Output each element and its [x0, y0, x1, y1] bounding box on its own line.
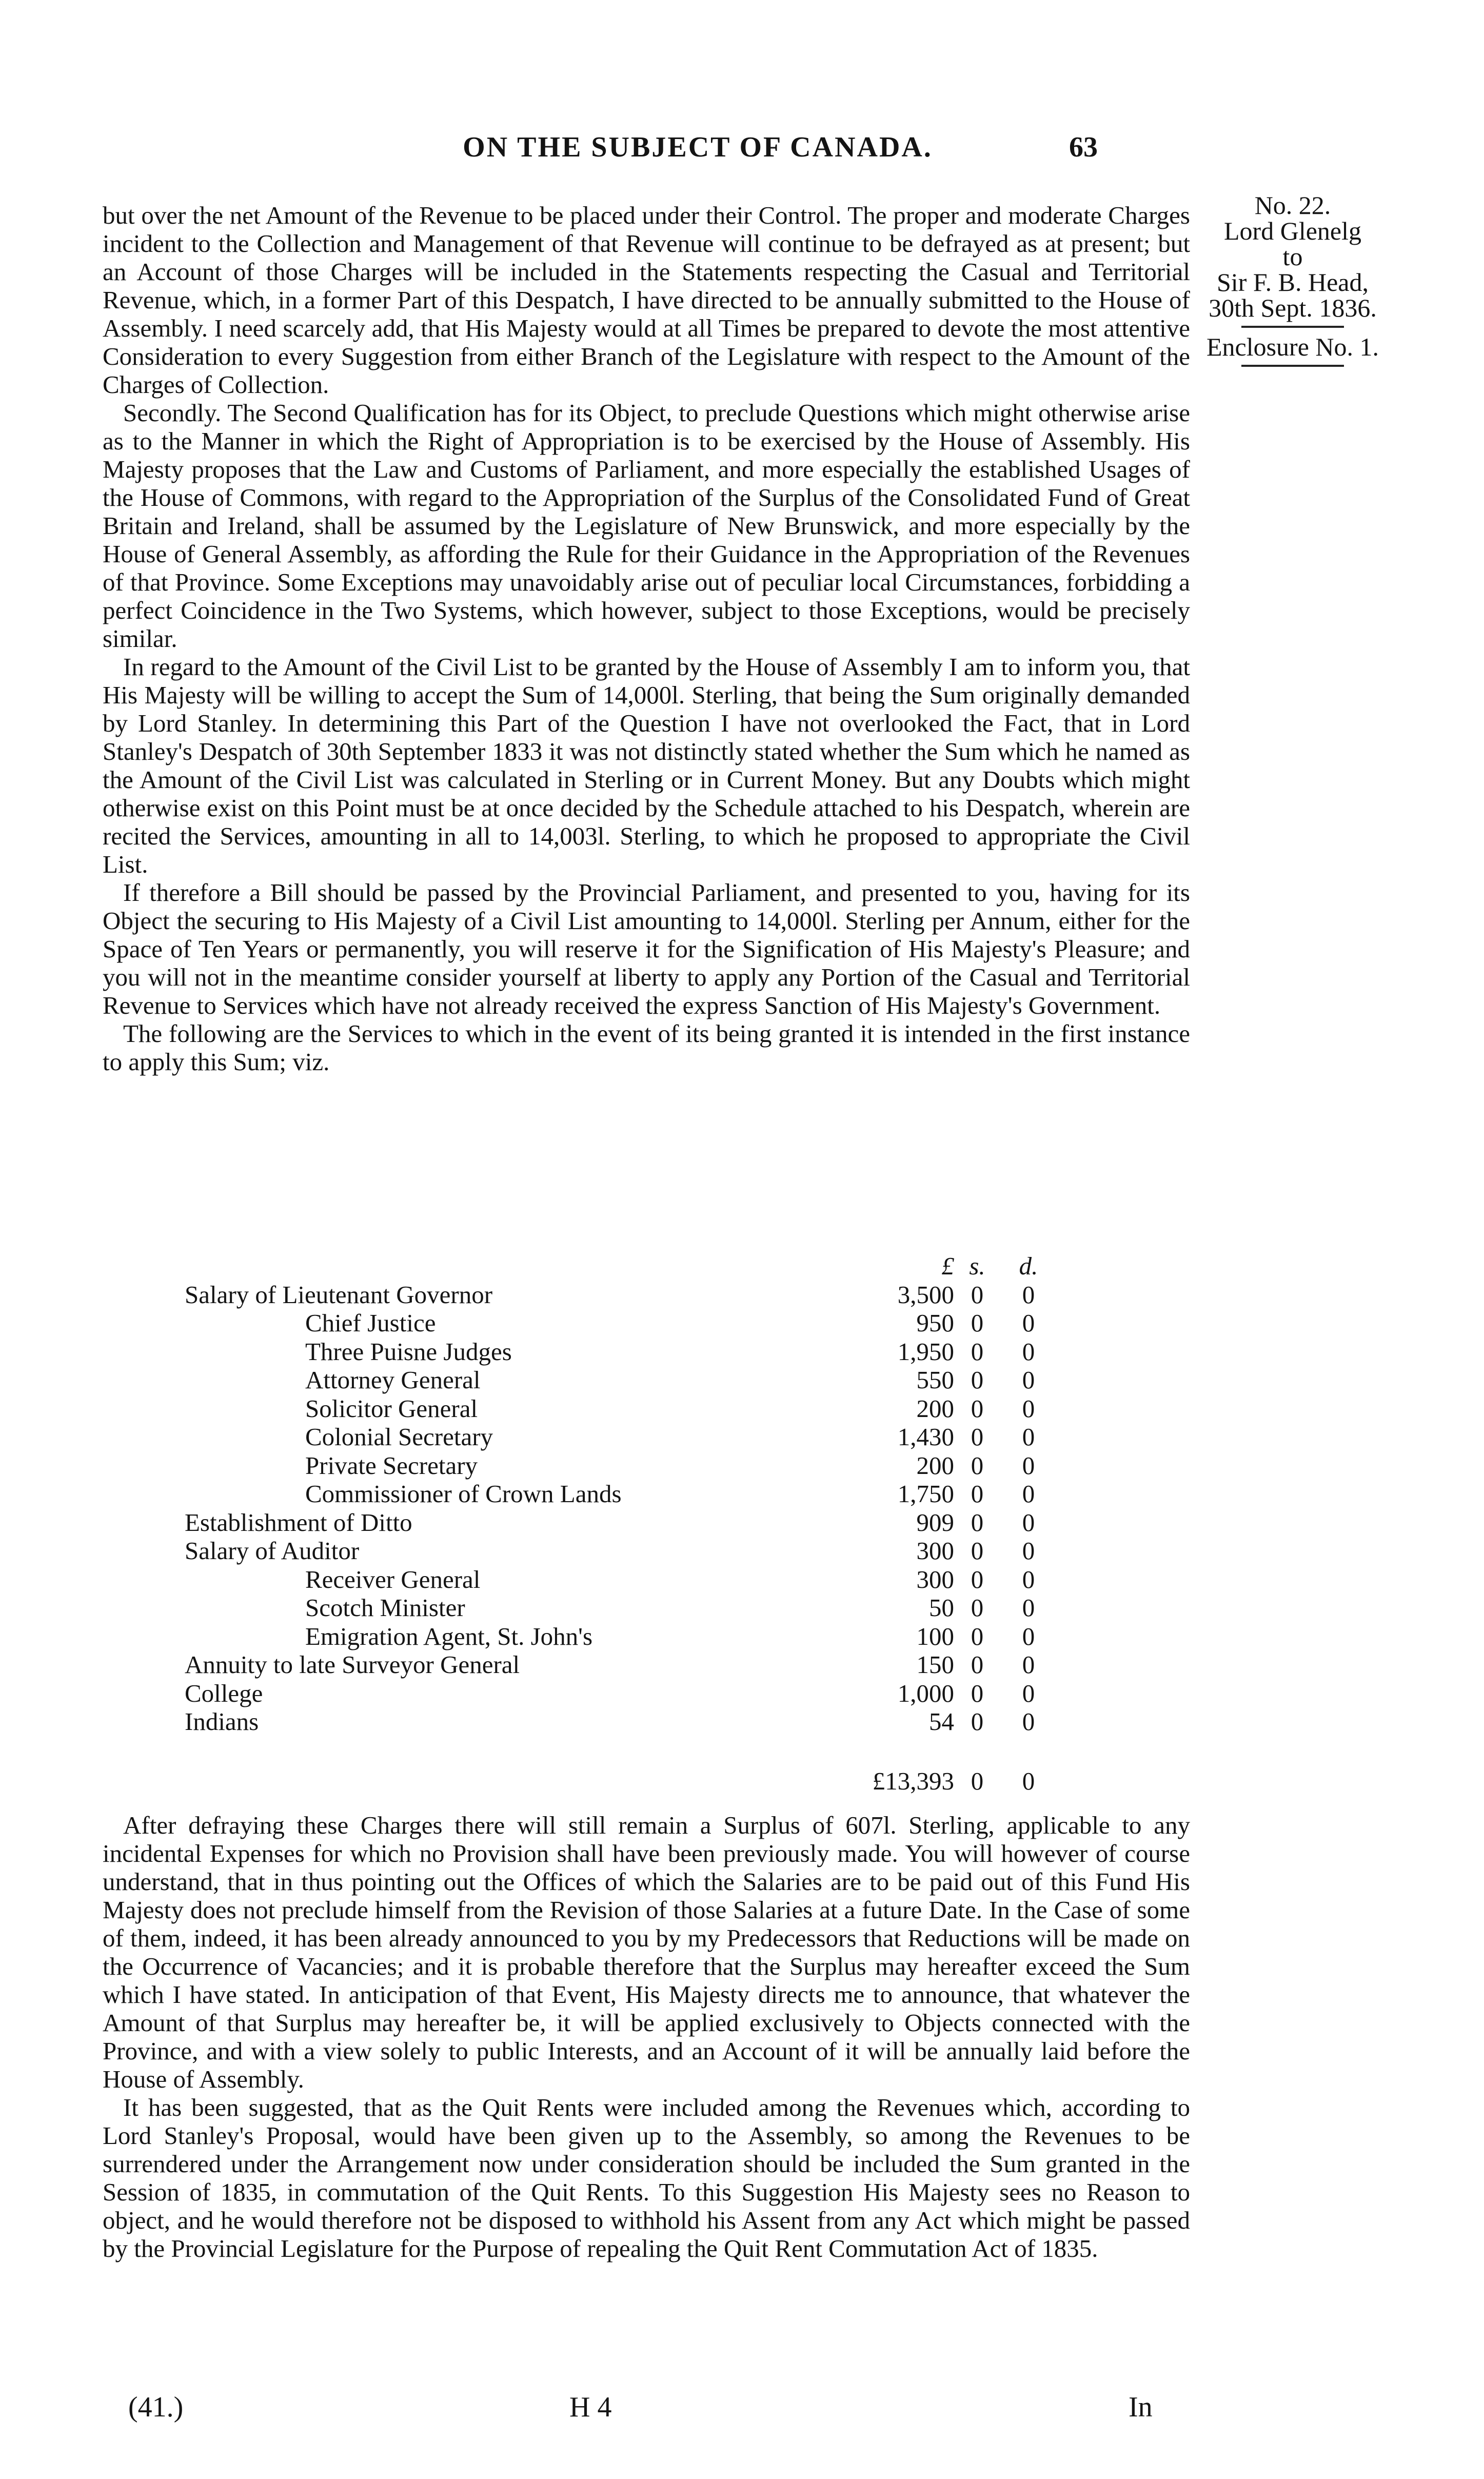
schedule-row — [185, 1423, 1077, 1451]
amount-pence: 0 — [1022, 1366, 1035, 1394]
schedule-row — [185, 1508, 1077, 1537]
sessional-number: (41.) — [128, 2391, 184, 2423]
amount-pounds: 1,000 — [897, 1679, 954, 1707]
amount-pence: 0 — [1022, 1622, 1035, 1650]
schedule-row — [185, 1565, 1077, 1594]
despatch-number: No. 22. — [1254, 191, 1331, 220]
despatch-to-word: to — [1282, 242, 1303, 271]
service-label: Emigration Agent, St. John's — [305, 1622, 593, 1650]
total-pence: 0 — [1022, 1766, 1035, 1795]
service-label: Commissioner of Crown Lands — [305, 1480, 622, 1508]
schedule-row — [185, 1679, 1077, 1708]
schedule-row — [185, 1281, 1077, 1309]
amount-shillings: 0 — [971, 1679, 984, 1707]
schedule-row — [185, 1309, 1077, 1337]
amount-pounds: 1,430 — [897, 1423, 954, 1451]
schedule-row — [185, 1593, 1077, 1622]
amount-shillings: 0 — [971, 1337, 984, 1366]
civil-list-schedule — [185, 1252, 1077, 1803]
service-label: Receiver General — [305, 1565, 481, 1593]
total-pounds: £13,393 — [872, 1766, 954, 1795]
amount-shillings: 0 — [971, 1394, 984, 1423]
amount-pounds: 3,500 — [897, 1280, 954, 1309]
paragraph: After defraying these Charges there will still remain a Surplus of 607l. Sterling, applicable to any incidental Expenses for which no Provision shall have been previously made. You will however of course understand, that in thus pointing out the Offices of which the Salaries are to be paid out of this Fund His Majesty does not preclude himself from the Revision of those Salaries at a future Date. In the Case of some of them, indeed, it has been already announced to you by my Predecessors that Reductions will be made on the Occurrence of Vacancies; and it is probable therefore that the Surplus may hereafter exceed the Sum which I have stated. In anticipation of that Event, His Majesty directs me to announce, that whatever the Amount of that Surplus may hereafter be, it will be applied exclusively to Objects connected with the Province, and with a view solely to public Interests, and an Account of it will be annually laid before the House of Assembly. — [103, 1811, 1190, 2093]
amount-shillings: 0 — [971, 1451, 984, 1480]
amount-pence: 0 — [1022, 1537, 1035, 1565]
paragraph: but over the net Amount of the Revenue to be placed under their Control. The proper and moderate Charges incident to the Collection and Management of that Revenue will continue to be defrayed as at present; but an Account of those Charges will be included in the Statements respecting the Casual and Territorial Revenue, which, in a former Part of this Despatch, I have directed to be annually submitted to the House of Assembly. I need scarcely add, that His Majesty would at all Times be prepared to devote the most attentive Consideration to every Suggestion from either Branch of the Legislature with respect to the Amount of the Charges of Collection. — [103, 201, 1190, 399]
schedule-row — [185, 1650, 1077, 1679]
amount-pounds: 54 — [929, 1707, 954, 1736]
amount-pence: 0 — [1022, 1650, 1035, 1679]
amount-pence: 0 — [1022, 1337, 1035, 1366]
schedule-row — [185, 1394, 1077, 1423]
amount-pence: 0 — [1022, 1309, 1035, 1337]
pence-header: d. — [1019, 1252, 1038, 1280]
paragraph: If therefore a Bill should be passed by the Provincial Parliament, and presented to you, having for its Object the securing to His Majesty of a Civil List amounting to 14,000l. Sterling per Annum, either for the Space of Ten Years or permanently, you will reserve it for the Signification of His Majesty's Pleasure; and you will not in the meantime consider yourself at liberty to apply any Portion of the Casual and Territorial Revenue to Services which have not already received the express Sanction of His Majesty's Government. — [103, 878, 1190, 1019]
enclosure-label: Enclosure No. 1. — [1206, 332, 1379, 361]
paragraph: The following are the Services to which in the event of its being granted it is intended in the first instance to apply this Sum; viz. — [103, 1019, 1190, 1076]
schedule-row — [185, 1337, 1077, 1366]
paragraph: It has been suggested, that as the Quit Rents were included among the Revenues which, according to Lord Stanley's Proposal, would have been given up to the Assembly, so among the Revenues to be surrendered under the Arrangement now under consideration should be included the Sum granted in the Session of 1835, in commutation of the Quit Rents. To this Suggestion His Majesty sees no Reason to object, and he would therefore not be disposed to withhold his Assent from any Act which might be passed by the Provincial Legislature for the Purpose of repealing the Quit Rent Commutation Act of 1835. — [103, 2093, 1190, 2262]
despatch-from: Lord Glenelg — [1224, 217, 1361, 245]
amount-shillings: 0 — [971, 1593, 984, 1622]
body-text — [103, 201, 1190, 1076]
paragraph: Secondly. The Second Qualification has for its Object, to preclude Questions which might otherwise arise as to the Manner in which the Right of Appropriation is to be exercised by the House of Assembly. His Majesty proposes that the Law and Customs of Parliament, and more especially the established Usages of the House of Commons, with regard to the Appropriation of the Surplus of the Consolidated Fund of Great Britain and Ireland, shall be assumed by the Legislature of New Brunswick, and more especially by the House of General Assembly, as affording the Rule for their Guidance in the Appropriation of the Revenues of that Province. Some Exceptions may unavoidably arise out of peculiar local Circumstances, forbidding a perfect Coincidence in the Two Systems, which however, subject to those Exceptions, would be precisely similar. — [103, 399, 1190, 653]
signature-mark: H 4 — [569, 2391, 612, 2423]
amount-shillings: 0 — [971, 1622, 984, 1650]
paragraph: In regard to the Amount of the Civil List to be granted by the House of Assembly I am to inform you, that His Majesty will be willing to accept the Sum of 14,000l. Sterling, that being the Sum originally demanded by Lord Stanley. In determining this Part of the Question I have not overlooked the Fact, that in Lord Stanley's Despatch of 30th September 1833 it was not distinctly stated whether the Sum which he named as the Amount of the Civil List was calculated in Sterling or in Current Money. But any Doubts which might otherwise exist on this Point must be at once decided by the Schedule attached to his Despatch, wherein are recited the Services, amounting in all to 14,003l. Sterling, to which he proposed to appropriate the Civil List. — [103, 653, 1190, 878]
amount-pence: 0 — [1022, 1423, 1035, 1451]
amount-shillings: 0 — [971, 1480, 984, 1508]
service-label: Attorney General — [305, 1366, 481, 1394]
schedule-header — [185, 1252, 1077, 1281]
schedule-row — [185, 1707, 1077, 1736]
amount-shillings: 0 — [971, 1366, 984, 1394]
catchword: In — [1129, 2391, 1153, 2423]
margin-note — [1200, 192, 1385, 367]
amount-pence: 0 — [1022, 1707, 1035, 1736]
schedule-total — [185, 1767, 1077, 1803]
amount-pence: 0 — [1022, 1679, 1035, 1707]
amount-shillings: 0 — [971, 1280, 984, 1309]
amount-pence: 0 — [1022, 1508, 1035, 1537]
amount-pence: 0 — [1022, 1593, 1035, 1622]
amount-pounds: 100 — [916, 1622, 954, 1650]
page-number: 63 — [1069, 131, 1098, 163]
service-label: Chief Justice — [305, 1309, 436, 1337]
service-label: Scotch Minister — [305, 1593, 465, 1622]
amount-pence: 0 — [1022, 1480, 1035, 1508]
amount-shillings: 0 — [971, 1565, 984, 1593]
amount-shillings: 0 — [971, 1508, 984, 1537]
amount-pounds: 950 — [916, 1309, 954, 1337]
pounds-header: £ — [941, 1252, 954, 1280]
amount-pounds: 300 — [916, 1565, 954, 1593]
service-label: Annuity to late Surveyor General — [185, 1650, 520, 1679]
service-label: Solicitor General — [305, 1394, 478, 1423]
despatch-date: 30th Sept. 1836. — [1209, 293, 1377, 322]
amount-pounds: 1,950 — [897, 1337, 954, 1366]
amount-pounds: 550 — [916, 1366, 954, 1394]
service-label: Salary of Auditor — [185, 1537, 360, 1565]
schedule-row — [185, 1537, 1077, 1565]
amount-pounds: 200 — [916, 1451, 954, 1480]
running-title: ON THE SUBJECT OF CANADA. — [463, 131, 933, 163]
amount-pounds: 909 — [916, 1508, 954, 1537]
amount-shillings: 0 — [971, 1309, 984, 1337]
service-label: College — [185, 1679, 263, 1707]
amount-shillings: 0 — [971, 1707, 984, 1736]
amount-pounds: 50 — [929, 1593, 954, 1622]
amount-pence: 0 — [1022, 1280, 1035, 1309]
total-shillings: 0 — [971, 1766, 984, 1795]
service-label: Establishment of Ditto — [185, 1508, 412, 1537]
service-label: Colonial Secretary — [305, 1423, 493, 1451]
amount-shillings: 0 — [971, 1650, 984, 1679]
amount-pounds: 150 — [916, 1650, 954, 1679]
page-footer — [0, 2391, 1484, 2427]
amount-shillings: 0 — [971, 1423, 984, 1451]
service-label: Three Puisne Judges — [305, 1337, 512, 1366]
amount-pence: 0 — [1022, 1451, 1035, 1480]
amount-shillings: 0 — [971, 1537, 984, 1565]
amount-pounds: 1,750 — [897, 1480, 954, 1508]
amount-pounds: 300 — [916, 1537, 954, 1565]
service-label: Indians — [185, 1707, 259, 1736]
body-text-continued — [103, 1811, 1190, 2262]
schedule-row — [185, 1622, 1077, 1651]
schedule-rows — [185, 1281, 1077, 1736]
schedule-row — [185, 1366, 1077, 1394]
schedule-row — [185, 1451, 1077, 1480]
service-label: Salary of Lieutenant Governor — [185, 1280, 493, 1309]
margin-rule-bottom — [1241, 365, 1344, 367]
shillings-header: s. — [969, 1252, 985, 1280]
schedule-row — [185, 1480, 1077, 1508]
amount-pence: 0 — [1022, 1565, 1035, 1593]
amount-pounds: 200 — [916, 1394, 954, 1423]
despatch-recipient: Sir F. B. Head, — [1217, 268, 1369, 297]
service-label: Private Secretary — [305, 1451, 478, 1480]
amount-pence: 0 — [1022, 1394, 1035, 1423]
